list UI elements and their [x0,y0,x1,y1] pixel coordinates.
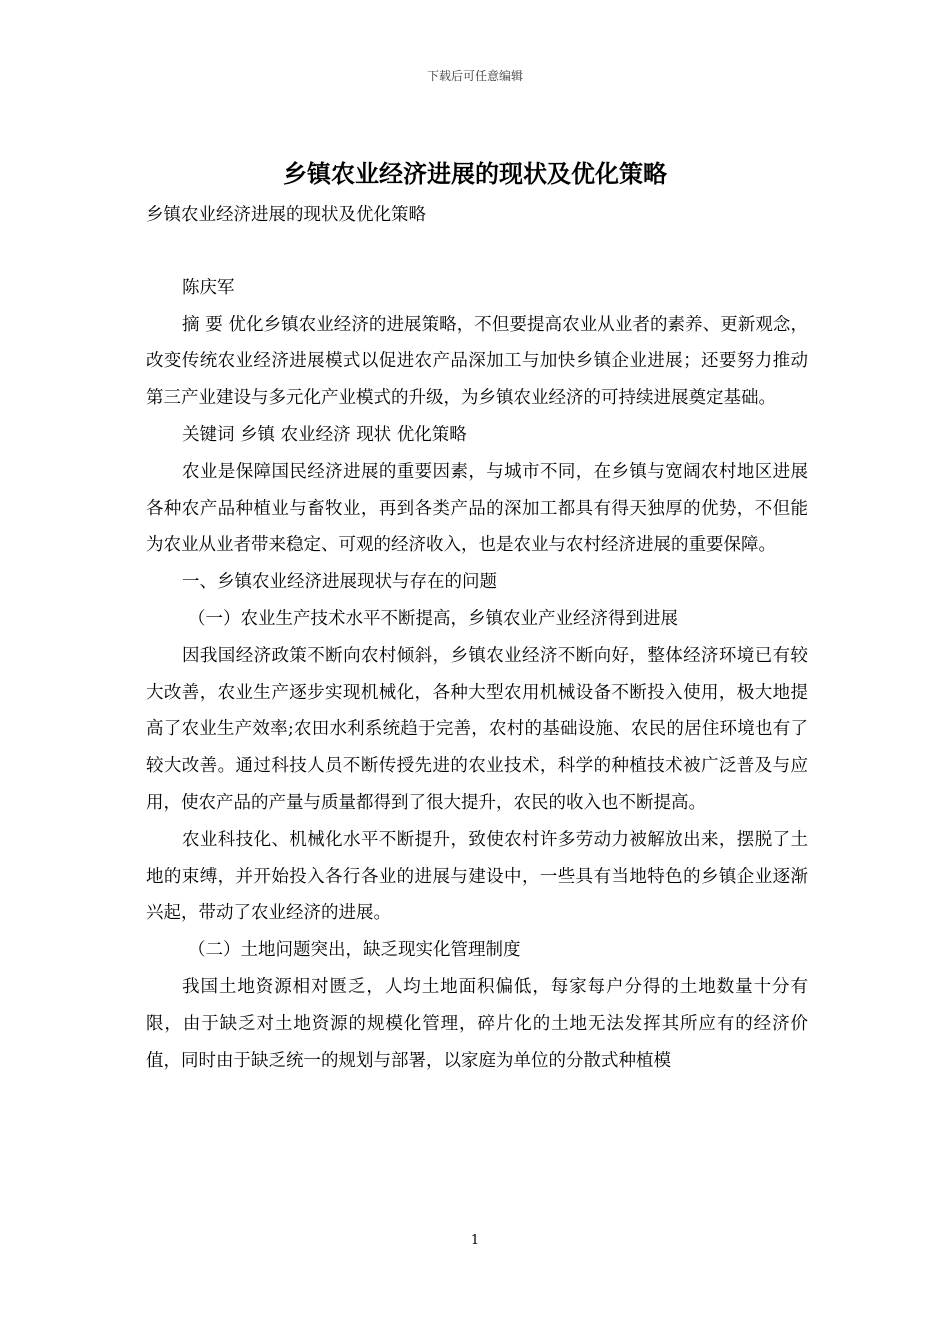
page-header: 下载后可任意编辑 [426,69,523,83]
document-title: 乡镇农业经济进展的现状及优化策略 [283,160,667,188]
subsection-heading-2: （二）土地问题突出，缺乏现实化管理制度 [188,940,521,961]
subtitle: 乡镇农业经济进展的现状及优化策略 [146,205,426,225]
paragraph-1: 因我国经济政策不断向农村倾斜，乡镇农业经济不断向好，整体经济环境已有较大改善，农业生产逐步实现机械化，各种大型农用机械设备不断投入使用，极大地提高了农业生产效率;农田水利系统趋于完善，农村的基础设施、农民的居住环境也有了较大改善。通过科技人员不断传授先进的农业技术，科学的种植技术被广泛普及与应用，使农产品的产量与质量都得到了很大提升，农民的收入也不断提高。 [146,645,808,813]
page-number: 1 [470,1233,480,1248]
subsection-heading-1: （一）农业生产技术水平不断提高，乡镇农业产业经济得到进展 [188,608,678,629]
intro-paragraph: 农业是保障国民经济进展的重要因素，与城市不同，在乡镇与宽阔农村地区进展各种农产品种植业与畜牧业，再到各类产品的深加工都具有得天独厚的优势，不但能为农业从业者带来稳定、可观的经济收入，也是农业与农村经济进展的重要保障。 [146,461,808,556]
author: 陈庆军 [182,277,235,298]
keywords: 关键词 乡镇 农业经济 现状 优化策略 [182,424,467,445]
document-body [146,197,808,1079]
section-heading-1: 一、乡镇农业经济进展现状与存在的问题 [182,572,497,593]
abstract: 摘 要 优化乡镇农业经济的进展策略，不但要提高农业从业者的素养、更新观念，改变传统农业经济进展模式以促进农产品深加工与加快乡镇企业进展；还要努力推动第三产业建设与多元化产业模式的升级，为乡镇农业经济的可持续进展奠定基础。 [146,314,808,409]
blank-line [146,234,808,270]
paragraph-3: 我国土地资源相对匮乏，人均土地面积偏低，每家每户分得的土地数量十分有限，由于缺乏对土地资源的规模化管理，碎片化的土地无法发挥其所应有的经济价值，同时由于缺乏统一的规划与部署，以家庭为单位的分散式种植模 [146,976,808,1071]
paragraph-2: 农业科技化、机械化水平不断提升，致使农村许多劳动力被解放出来，摆脱了土地的束缚，并开始投入各行各业的进展与建设中，一些具有当地特色的乡镇企业逐渐兴起，带动了农业经济的进展。 [146,829,808,924]
